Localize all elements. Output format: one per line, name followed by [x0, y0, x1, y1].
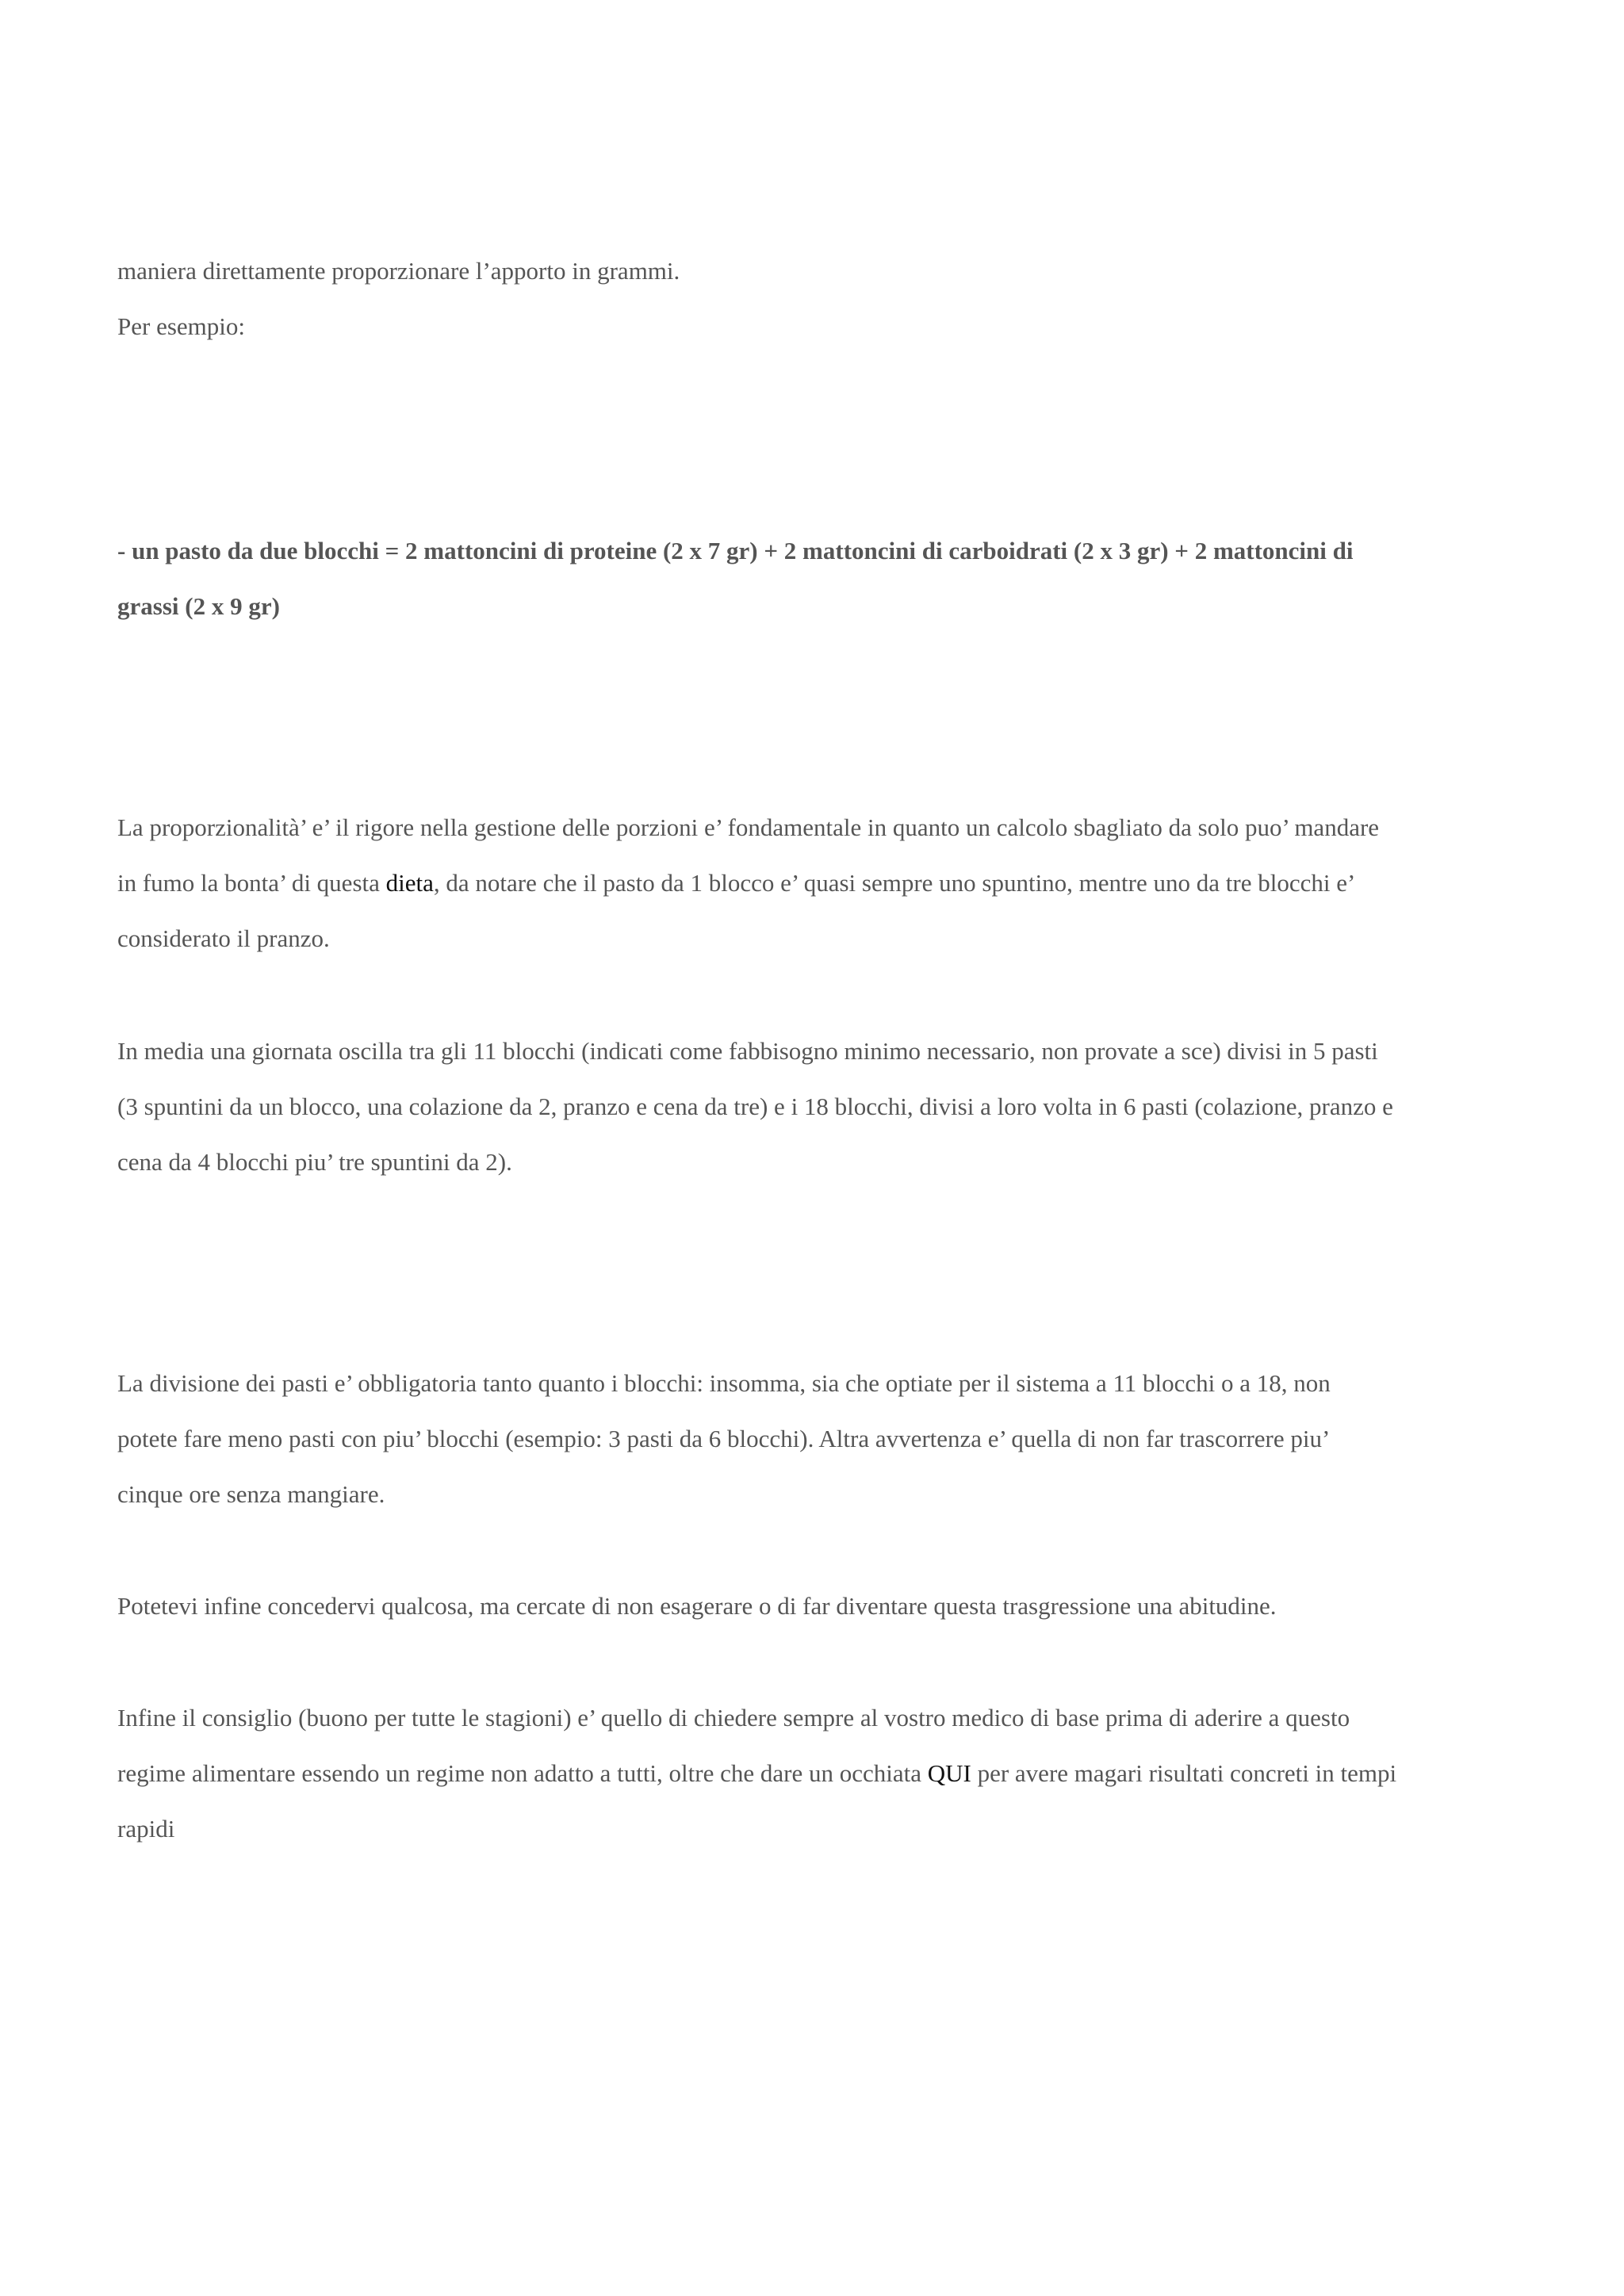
- paragraph-1-line-1: La proporzionalità’ e’ il rigore nella gestione delle porzioni e’ fondamentale in quanto un calcolo sbagliato da solo puo’ mandare: [117, 813, 1380, 841]
- paragraph-5-line-2-start: regime alimentare essendo un regime non adatto a tutti, oltre che dare un occhiata: [117, 1759, 928, 1787]
- paragraph-2-line-2: (3 spuntini da un blocco, una colazione da 2, pranzo e cena da tre) e i 18 blocchi, divisi a loro volta in 6 pasti (colazione, pranzo e: [117, 1093, 1393, 1120]
- paragraph-3-line-2: potete fare meno pasti con piu’ blocchi (esempio: 3 pasti da 6 blocchi). Altra avvertenza e’ quella di non far trascorrere piu’: [117, 1425, 1331, 1452]
- qui-link[interactable]: QUI: [927, 1759, 971, 1787]
- paragraph-1-line-2-end: , da notare che il pasto da 1 blocco e’ quasi sempre uno spuntino, mentre uno da tre blocchi e’: [433, 869, 1356, 897]
- paragraph-1-line-2: [117, 867, 1355, 899]
- example-line-2: grassi (2 x 9 gr): [117, 592, 280, 620]
- paragraph-5-line-3: rapidi: [117, 1815, 175, 1843]
- paragraph-3-line-1: La divisione dei pasti e’ obbligatoria tanto quanto i blocchi: insomma, sia che optiate per il sistema a 11 blocchi o a 18, non: [117, 1369, 1331, 1397]
- paragraph-1-line-3: considerato il pranzo.: [117, 924, 330, 952]
- paragraph-5-line-1: Infine il consiglio (buono per tutte le stagioni) e’ quello di chiedere sempre al vostro medico di base prima di aderire a questo: [117, 1704, 1350, 1732]
- paragraph-3-line-3: cinque ore senza mangiare.: [117, 1480, 385, 1508]
- dieta-link[interactable]: dieta: [385, 869, 434, 897]
- paragraph-2-line-3: cena da 4 blocchi piu’ tre spuntini da 2).: [117, 1148, 512, 1176]
- paragraph-5-line-2: [117, 1758, 1396, 1789]
- intro-line-1: maniera direttamente proporzionare l’apporto in grammi.: [117, 257, 680, 285]
- paragraph-5-line-2-end: per avere magari risultati concreti in tempi: [971, 1759, 1397, 1787]
- paragraph-1-line-2-start: in fumo la bonta’ di questa: [117, 869, 386, 897]
- paragraph-4-line-1: Potetevi infine concedervi qualcosa, ma cercate di non esagerare o di far diventare questa trasgressione una abitudine.: [117, 1592, 1277, 1620]
- paragraph-2-line-1: In media una giornata oscilla tra gli 11 blocchi (indicati come fabbisogno minimo necessario, non provate a sce) divisi in 5 pasti: [117, 1037, 1378, 1065]
- example-line-1: - un pasto da due blocchi = 2 mattoncini di proteine (2 x 7 gr) + 2 mattoncini di carboidrati (2 x 3 gr) + 2 mattoncini di: [117, 537, 1354, 564]
- intro-line-2: Per esempio:: [117, 312, 245, 340]
